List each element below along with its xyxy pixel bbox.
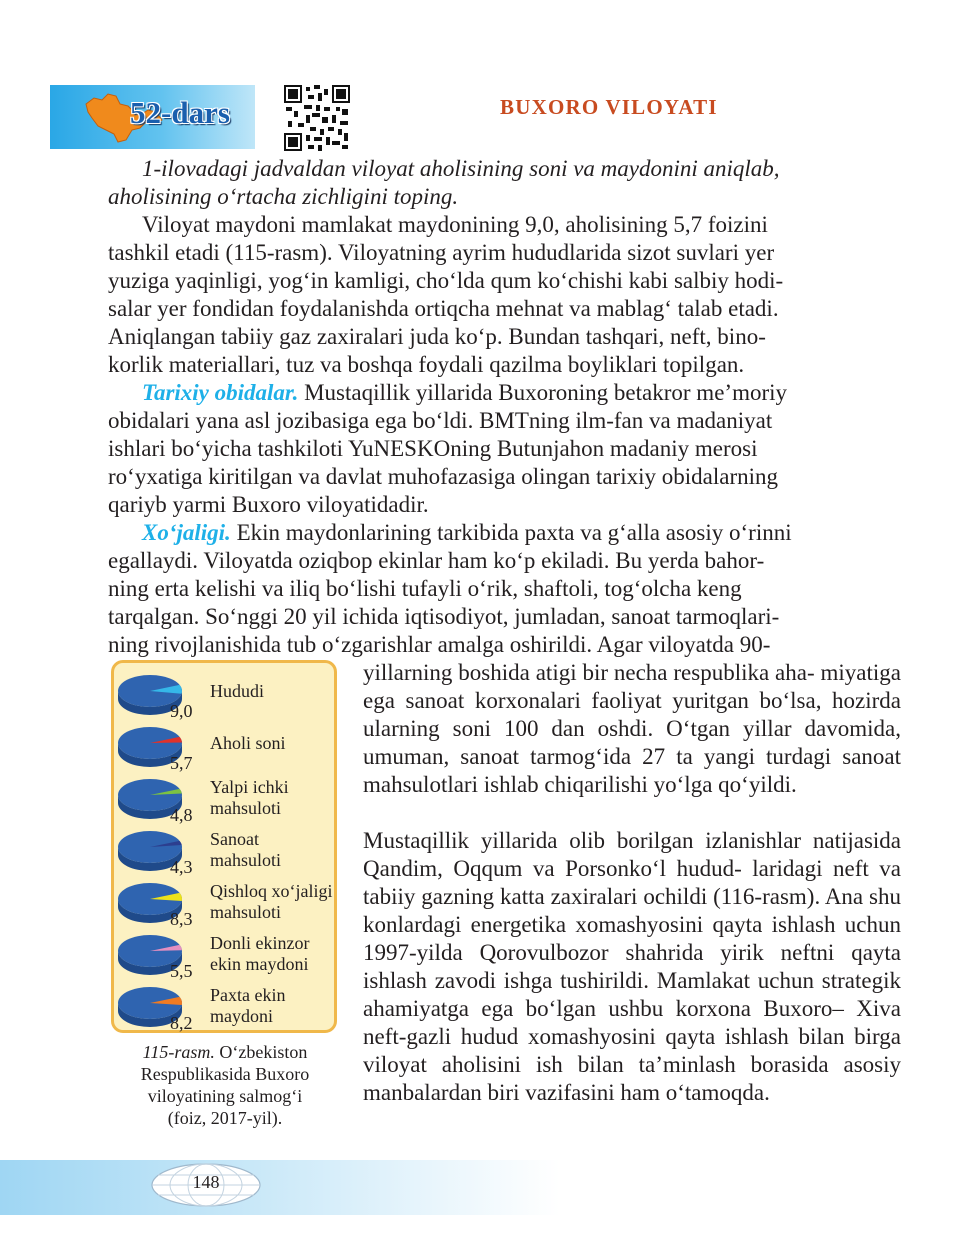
- pie-value-3: 4,8: [170, 805, 193, 825]
- page-number: 148: [192, 1172, 220, 1192]
- paragraph-oil-gas: Mustaqillik yillarida olib borilgan izlanishlar natijasida Qandim, Oqqum va Porsonko‘l hudud- laridagi neft va tabiiy gazning katta zaxiralari ochildi (116-rasm). Ana shu konlardagi energetika xomashyosini qayta ishlash uchun 1997-yilda Qorovulbozor shahrida yirik neftni qayta ishlash zavodi ishga tushirildi. Mamlakat uchun strategik ahamiyatga ega bo‘lgan ushbu korxona Buxoro– Xiva neft-gazli hudud xomashyosini qayta ishlash bilan birga viloyat aholisini ish bilan ta’minlash borasida asosiy manbalardan biri vazifasini ham o‘tamoqda.: [363, 828, 902, 1105]
- pie-label-3: Yalpi ichki mahsuloti: [210, 777, 289, 818]
- pie-value-6: 5,5: [170, 961, 193, 981]
- paragraph-area: Viloyat maydoni mamlakat maydonining 9,0, aholisining 5,7 foizini tashkil etadi (115-rasm). Viloyatning ayrim hududlarida sizot suvlari yer yuziga yaqinligi, yog‘in kamligi, cho‘lda qum ko‘chishi kabi salbiy hodi- salar yer fondidan foydalanishda ortiqcha mehnat va mablag‘ talab etadi. Aniqlangan tabiiy gaz zaxiralari juda ko‘p. Bundan tashqari, neft, bino- korlik materiallari, tuz va boshqa foydali qazilma boyliklari topilgan.: [108, 212, 784, 377]
- pie-label-1: Hududi: [210, 681, 264, 701]
- page-title: BUXORO VILOYATI: [500, 95, 718, 119]
- term-monuments: Tarixiy obidalar.: [142, 380, 299, 405]
- pie-label-7: Paxta ekin maydoni: [210, 985, 286, 1026]
- lesson-number: 52-dars: [130, 95, 230, 130]
- pie-value-1: 9,0: [170, 701, 193, 721]
- pie-value-7: 8,2: [170, 1013, 193, 1033]
- term-economy: Xo‘jaligi.: [142, 520, 231, 545]
- paragraph-economy: Xo‘jaligi. Ekin maydonlarining tarkibida paxta va g‘alla asosiy o‘rinni egallaydi. Viloyatda oziqbop ekinlar ham ko‘p ekiladi. Bu yerda bahor- ning erta kelishi va iliq bo‘lishi tufayli o‘rik, shaftoli, tog‘olcha keng tarqalgan. So‘nggi 20 yil ichida iqtisodiyot, jumladan, sanoat tarmoqlari- ning rivojlanishida tub o‘zgarishlar amalga oshirildi. Agar viloyatda 90-: [108, 520, 792, 657]
- pie-value-4: 4,3: [170, 857, 193, 877]
- pie-label-2: Aholi soni: [210, 733, 286, 753]
- paragraph-monuments: Tarixiy obidalar. Mustaqillik yillarida Buxoroning betakror me’moriy obidalari yana asl jozibasiga ega bo‘ldi. BMTning ilm-fan va madaniyat ishlari bo‘yicha tashkiloti YuNESKOning Butunjahon madaniy merosi ro‘yxatiga kiritilgan va davlat muhofazasiga olingan tarixiy obidalarning qariyb yarmi Buxoro viloyatidadir.: [108, 380, 788, 517]
- qr-code-icon[interactable]: [284, 85, 350, 151]
- pie-label-4: Sanoat mahsuloti: [210, 829, 281, 870]
- pie-label-5: Qishloq xo‘jaligi mahsuloti: [210, 881, 333, 922]
- lesson-badge: [50, 85, 255, 149]
- paragraph-industry: yillarning boshida atigi bir necha respublika aha- miyatiga ega sanoat korxonalari faoliyat yuritgan bo‘lsa, hozirda ularning soni 100 dan oshdi. O‘tgan yillar davomida, umuman, sanoat tarmog‘ida 27 ta yangi turdagi sanoat mahsulotlari ishlab chiqarilishi yo‘lga qo‘yildi.: [363, 660, 902, 797]
- task-paragraph: 1-ilovadagi jadvaldan viloyat aholisining soni va maydonini aniqlab, aholisining o‘rtacha zichligini toping.: [108, 156, 780, 209]
- pie-value-5: 8,3: [170, 909, 193, 929]
- pie-value-2: 5,7: [170, 753, 193, 773]
- page-number-badge: [150, 1162, 262, 1208]
- figure-caption: 115-rasm. O‘zbekiston Respublikasida Buxoro viloyatining salmog‘i (foiz, 2017-yil).: [140, 1042, 310, 1128]
- pie-label-6: Donli ekinzor ekin maydoni: [210, 933, 310, 974]
- footer-band: [0, 1160, 560, 1215]
- pie-chart-panel: [111, 660, 337, 1033]
